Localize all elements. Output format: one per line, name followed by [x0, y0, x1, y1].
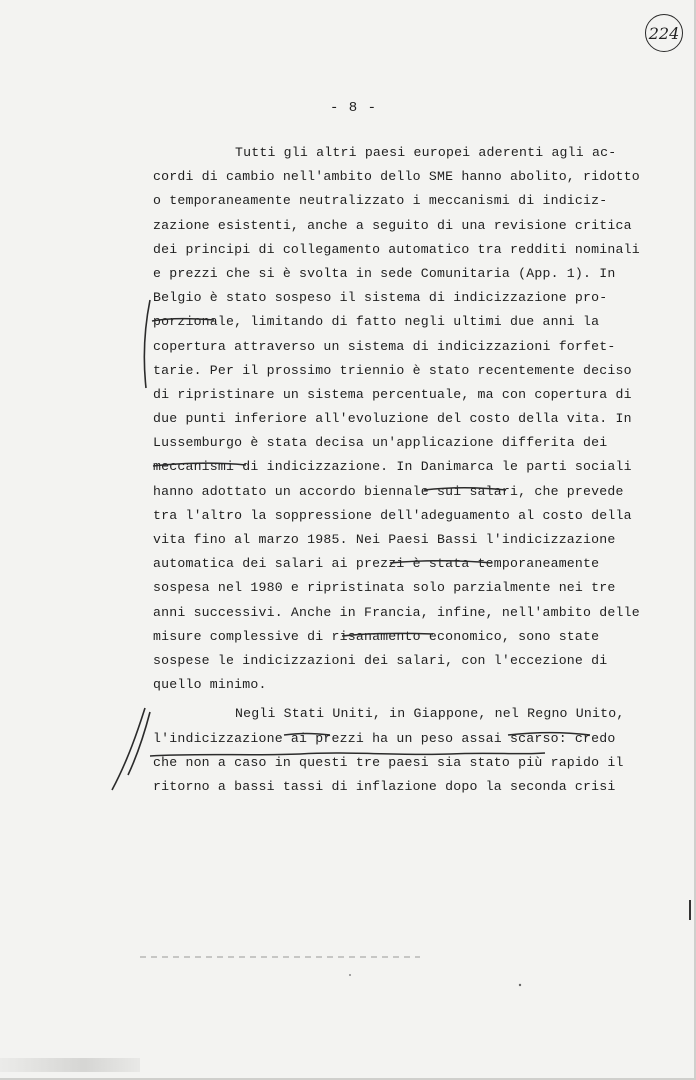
handwritten-page-stamp: 224 [645, 14, 683, 52]
text-line: porzionale, limitando di fatto negli ultimi due anni la [153, 314, 600, 330]
text-line: tarie. Per il prossimo triennio è stato recentemente deciso [153, 362, 632, 378]
text-line: e prezzi che si è svolta in sede Comunitaria (App. 1). In [153, 265, 616, 281]
text-line: vita fino al marzo 1985. Nei Paesi Bassi l'indicizzazione [153, 532, 616, 547]
text-line: tra l'altro la soppressione dell'adeguamento al costo della [153, 507, 632, 523]
text-line: l'indicizzazione ai prezzi ha un peso assai scarso: credo [153, 730, 616, 746]
scan-dot [349, 974, 351, 976]
scan-smudge [0, 1058, 140, 1072]
page-number: - 8 - [330, 100, 378, 116]
text-line: automatica dei salari ai prezzi è stata temporaneamente [153, 556, 600, 572]
scan-dot [519, 984, 521, 986]
double-slash-mark [112, 708, 145, 790]
text-line: cordi di cambio nell'ambito dello SME hanno abolito, ridotto [153, 169, 640, 185]
text-line: Tutti gli altri paesi europei aderenti agli ac- [235, 145, 617, 160]
text-line: che non a caso in questi tre paesi sia stato più rapido il [153, 754, 624, 770]
body-text [153, 141, 653, 799]
text-line: misure complessive di risanamento economico, sono state [153, 628, 600, 644]
text-line: due punti inferiore all'evoluzione del costo della vita. In [153, 411, 632, 427]
text-line: anni successivi. Anche in Francia, infine, nell'ambito delle [153, 604, 640, 620]
text-line: meccanismi di indicizzazione. In Danimarca le parti sociali [153, 459, 632, 475]
double-slash-mark [128, 712, 150, 775]
text-line: copertura attraverso un sistema di indicizzazioni forfet- [153, 338, 616, 354]
text-line: o temporaneamente neutralizzato i meccanismi di indiciz- [153, 193, 608, 209]
margin-bracket-mark [144, 300, 150, 388]
text-line: zazione esistenti, anche a seguito di una revisione critica [153, 217, 632, 233]
text-line: dei principi di collegamento automatico tra redditi nominali [153, 241, 640, 257]
text-line: Belgio è stato sospeso il sistema di indicizzazione pro- [153, 290, 608, 306]
text-line: sospesa nel 1980 e ripristinata solo parzialmente nei tre [153, 580, 616, 596]
text-line: Lussemburgo è stata decisa un'applicazione differita dei [153, 435, 608, 451]
text-line: quello minimo. [153, 677, 267, 693]
text-line: hanno adottato un accordo biennale sui salari, che prevede [153, 483, 624, 499]
text-line: Negli Stati Uniti, in Giappone, nel Regno Unito, [235, 706, 625, 722]
text-line: ritorno a bassi tassi di inflazione dopo la seconda crisi [153, 778, 616, 794]
text-line: sospese le indicizzazioni dei salari, con l'eccezione di [153, 652, 608, 668]
text-line: di ripristinare un sistema percentuale, ma con copertura di [153, 386, 632, 402]
